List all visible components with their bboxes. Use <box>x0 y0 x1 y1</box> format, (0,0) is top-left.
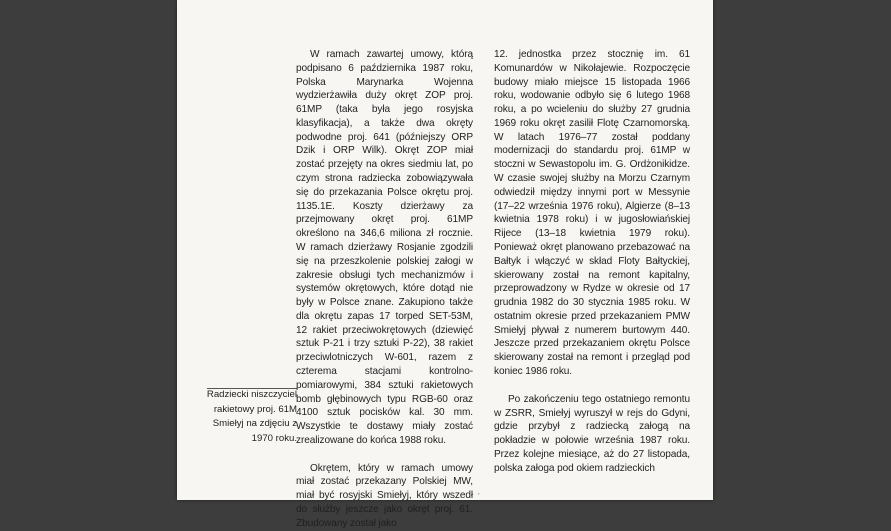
paragraph-smielyj-intro: Okrętem, który w ramach umowy miał zostać przekazany Polskiej MW, miał być rosyjski Smiełyj, który wszedł do służby jeszcze jako okręt proj. 61. Zbudowany został jako <box>296 462 473 529</box>
caption-line-1: Radziecki niszczyciel <box>206 389 297 400</box>
caption-rest: rakietowy proj. 61M Smiełyj na zdjęciu z 1970 roku. <box>212 403 297 444</box>
paragraph-voyage-to-gdynia: Po zakończeniu tego ostatniego remontu w ZSRR, Smiełyj wyruszył w rejs do Gdyni, gdzie przybył z radziecką załogą na pokładzie w połowie września 1987 roku. Przez kolejne miesiące, aż do 27 listopada, polska załoga pod okiem radzieckich <box>494 393 690 474</box>
text-column-left <box>296 48 473 531</box>
photo-caption <box>193 388 297 446</box>
paragraph-lease-agreement: W ramach zawartej umowy, którą podpisano 6 października 1987 roku, Polska Marynarka Wojenna wydzierżawiła duży okręt ZOP proj. 61MP (taka była jego rosyjska klasyfikacja), a także dwa okręty podwodne proj. 641 (późniejszy ORP Dzik i ORP Wilk). Okręt ZOP miał zostać przejęty na okres siedmiu lat, po czym strona radziecka zobowiązywała się do przekazania Polsce okrętu proj. 1135.1E. Koszty dzierżawy za przejmowany okręt proj. 61MP określono na 346,6 miliona zł rocznie. W ramach dzierżawy Rosjanie zgodzili się na przeszkolenie polskiej załogi w zakresie obsługi tych mechanizmów i systemów okrętowych, które dotąd nie były w Polsce znane. Zakupiono także dla okrętu zapas 17 torped SET-53M, 12 rakiet przeciwokrętowych (dziewięć sztuk P-21 i trzy sztuki P-22), 38 rakiet przeciwlotniczych W-601, razem z czterema stacjami kontrolno-pomiarowymi, 384 sztuki rakietowych bomb głębinowych typu RGB-60 oraz 4100 sztuk pocisków kal. 30 mm. Wszystkie te dostawy miały zostać zrealizowane do końca 1988 roku. <box>296 49 473 446</box>
paragraph-smielyj-history: 12. jednostka przez stocznię im. 61 Komunardów w Nikołajewie. Rozpoczęcie budowy miało miejsce 15 listopada 1966 roku, wodowanie odbyło się 6 lutego 1968 roku, a po wcieleniu do służby 27 grudnia 1969 roku okręt zasilił Flotę Czarnomorską. W latach 1976–77 został poddany modernizacji do standardu proj. 61MP w stoczni w Sewastopolu im. G. Ordżonikidze. W czasie swojej służby na Morzu Czarnym odwiedził między innymi port w Messynie (17–22 września 1976 roku), Algierze (8–13 kwietnia 1978 roku) i w jugosłowiańskiej Rijece (13–18 kwietnia 1979 roku). Ponieważ okręt planowano przebazować na Bałtyk i włączyć w skład Floty Bałtyckiej, skierowany został na remont kapitalny, przeprowadzony w Rydze w okresie od 17 grudnia 1982 do 30 stycznia 1985 roku. W ostatnim okresie przed przekazaniem PMW Smiełyj pływał z numerem burtowym 440. Jeszcze przed przekazaniem okrętu Polsce skierowany został na remont i przegląd pod koniec 1986 roku. <box>494 49 690 377</box>
book-page <box>177 0 713 529</box>
page-mark: ˊ <box>477 492 480 502</box>
text-column-right <box>494 48 690 475</box>
